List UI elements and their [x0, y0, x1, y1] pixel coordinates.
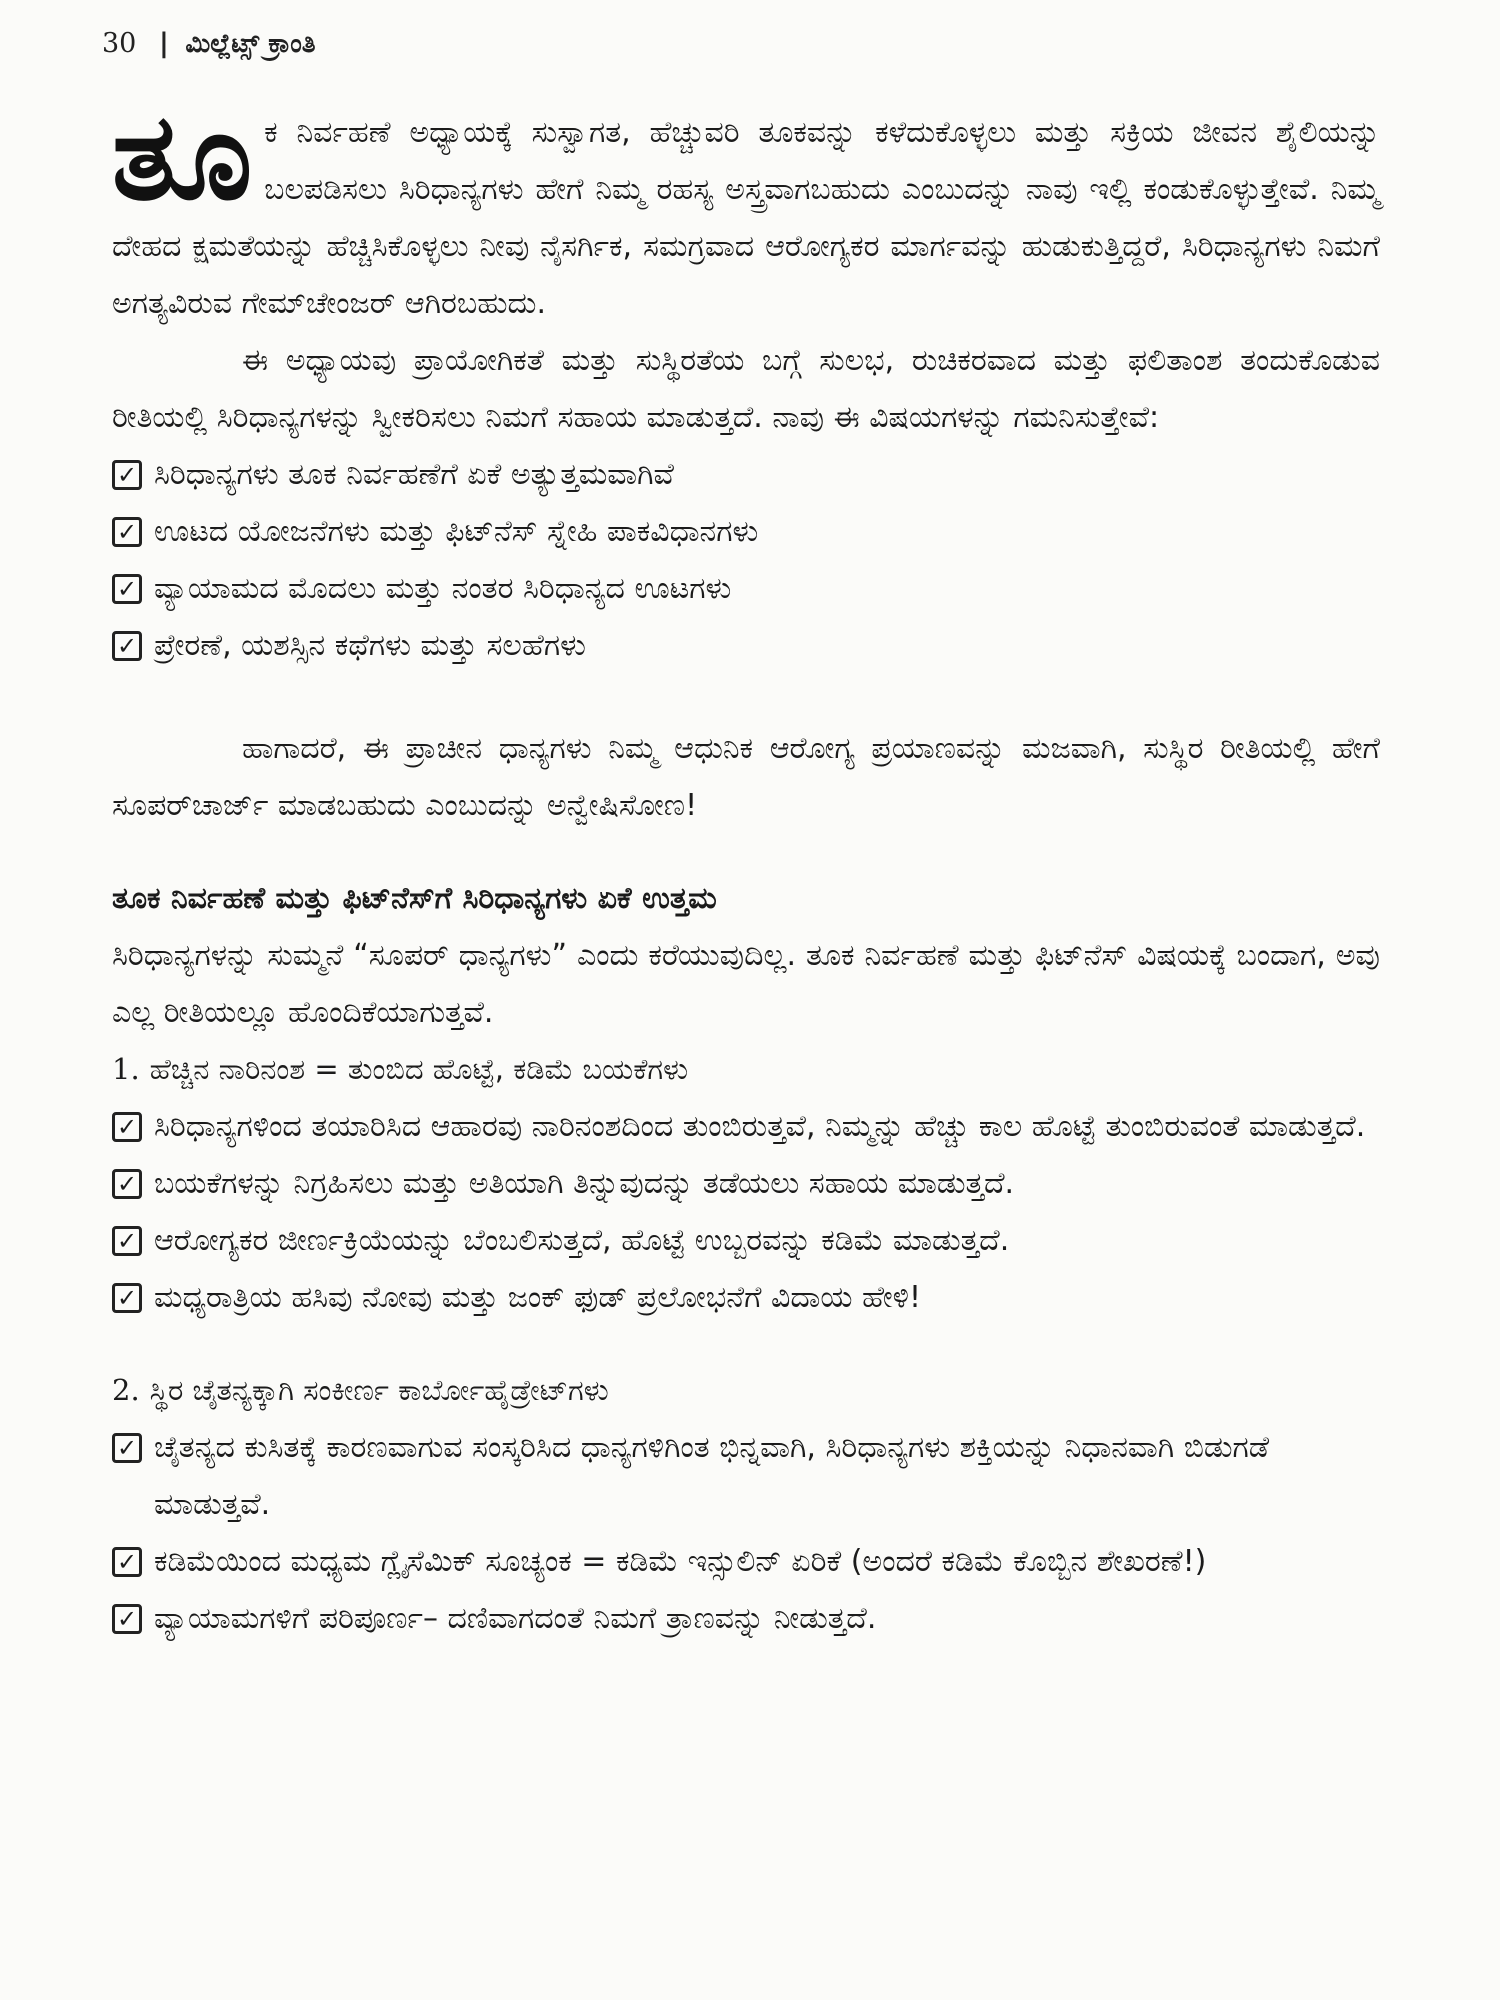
spacer — [112, 834, 1380, 870]
item-1-checklist — [112, 1098, 1380, 1326]
section-intro: ಸಿರಿಧಾನ್ಯಗಳನ್ನು ಸುಮ್ಮನೆ “ಸೂಪರ್ ಧಾನ್ಯಗಳು” ಎಂದು ಕರೆಯುವುದಿಲ್ಲ. ತೂಕ ನಿರ್ವಹಣೆ ಮತ್ತು ಫಿಟ್‌ನೆಸ್ ವಿಷಯಕ್ಕೆ ಬಂದಾಗ, ಅವು ಎಲ್ಲ ರೀತಿಯಲ್ಲೂ ಹೊಂದಿಕೆಯಾಗುತ್ತವೆ. — [112, 938, 1380, 1030]
spacer — [112, 1326, 1380, 1362]
intro-paragraph-1: ಕ ನಿರ್ವಹಣೆ ಅಧ್ಯಾಯಕ್ಕೆ ಸುಸ್ವಾಗತ, ಹೆಚ್ಚುವರಿ ತೂಕವನ್ನು ಕಳೆದುಕೊಳ್ಳಲು ಮತ್ತು ಸಕ್ರಿಯ ಜೀವನ ಶೈಲಿಯನ್ನು ಬಲಪಡಿಸಲು ಸಿರಿಧಾನ್ಯಗಳು ಹೇಗೆ ನಿಮ್ಮ ರಹಸ್ಯ ಅಸ್ತ್ರವಾಗಬಹುದು ಎಂಬುದನ್ನು ನಾವು ಇಲ್ಲಿ ಕಂಡುಕೊಳ್ಳುತ್ತೇವೆ. ನಿಮ್ಮ ದೇಹದ ಕ್ಷಮತೆಯನ್ನು ಹೆಚ್ಚಿಸಿಕೊಳ್ಳಲು ನೀವು ನೈಸರ್ಗಿಕ, ಸಮಗ್ರವಾದ ಆರೋಗ್ಯಕರ ಮಾರ್ಗವನ್ನು ಹುಡುಕುತ್ತಿದ್ದರೆ, ಸಿರಿಧಾನ್ಯಗಳು ನಿಮಗೆ ಅಗತ್ಯವಿರುವ ಗೇಮ್‌ಚೇಂಜರ್ ಆಗಿರಬಹುದು. — [112, 115, 1380, 321]
checklist-item — [112, 1533, 1380, 1590]
checklist-item — [112, 503, 1380, 560]
page-number: 30 — [102, 28, 137, 59]
page-body — [112, 88, 1380, 1647]
item-2-checklist — [112, 1419, 1380, 1647]
checkbox-checked-icon: ✓ — [112, 1433, 142, 1463]
checklist-item-text: ವ್ಯಾಯಾಮಗಳಿಗೆ ಪರಿಪೂರ್ಣ– ದಣಿವಾಗದಂತೆ ನಿಮಗೆ ತ್ರಾಣವನ್ನು ನೀಡುತ್ತದೆ. — [154, 1601, 877, 1636]
checkbox-checked-icon: ✓ — [112, 1283, 142, 1313]
checklist-item — [112, 1269, 1380, 1326]
intro-paragraph-3: ಹಾಗಾದರೆ, ಈ ಪ್ರಾಚೀನ ಧಾನ್ಯಗಳು ನಿಮ್ಮ ಆಧುನಿಕ ಆರೋಗ್ಯ ಪ್ರಯಾಣವನ್ನು ಮಜವಾಗಿ, ಸುಸ್ಥಿರ ರೀತಿಯಲ್ಲಿ ಹೇಗೆ ಸೂಪರ್‌ಚಾರ್ಜ್ ಮಾಡಬಹುದು ಎಂಬುದನ್ನು ಅನ್ವೇಷಿಸೋಣ! — [112, 731, 1380, 823]
checklist-item-text: ಪ್ರೇರಣೆ, ಯಶಸ್ಸಿನ ಕಥೆಗಳು ಮತ್ತು ಸಲಹೆಗಳು — [154, 628, 586, 663]
checkbox-checked-icon: ✓ — [112, 631, 142, 661]
intro-paragraph-2: ಈ ಅಧ್ಯಾಯವು ಪ್ರಾಯೋಗಿಕತೆ ಮತ್ತು ಸುಸ್ಥಿರತೆಯ ಬಗ್ಗೆ ಸುಲಭ, ರುಚಿಕರವಾದ ಮತ್ತು ಫಲಿತಾಂಶ ತಂದುಕೊಡುವ ರೀತಿಯಲ್ಲಿ ಸಿರಿಧಾನ್ಯಗಳನ್ನು ಸ್ವೀಕರಿಸಲು ನಿಮಗೆ ಸಹಾಯ ಮಾಡುತ್ತದೆ. ನಾವು ಈ ವಿಷಯಗಳನ್ನು ಗಮನಿಸುತ್ತೇವೆ: — [112, 343, 1380, 435]
header-separator: | — [158, 28, 169, 59]
topics-checklist — [112, 446, 1380, 674]
item-title: ಹೆಚ್ಚಿನ ನಾರಿನಂಶ = ತುಂಬಿದ ಹೊಟ್ಟೆ, ಕಡಿಮೆ ಬಯಕೆಗಳು — [149, 1052, 689, 1086]
checklist-item-text: ವ್ಯಾಯಾಮದ ಮೊದಲು ಮತ್ತು ನಂತರ ಸಿರಿಧಾನ್ಯದ ಊಟಗಳು — [154, 571, 732, 606]
spacer — [112, 674, 1380, 720]
checkbox-checked-icon: ✓ — [112, 574, 142, 604]
checkbox-checked-icon: ✓ — [112, 1112, 142, 1142]
checklist-item-text: ಬಯಕೆಗಳನ್ನು ನಿಗ್ರಹಿಸಲು ಮತ್ತು ಅತಿಯಾಗಿ ತಿನ್ನುವುದನ್ನು ತಡೆಯಲು ಸಹಾಯ ಮಾಡುತ್ತದೆ. — [154, 1166, 1015, 1201]
numbered-item-2 — [112, 1362, 1380, 1419]
checklist-item-text: ಚೈತನ್ಯದ ಕುಸಿತಕ್ಕೆ ಕಾರಣವಾಗುವ ಸಂಸ್ಕರಿಸಿದ ಧಾನ್ಯಗಳಿಗಿಂತ ಭಿನ್ನವಾಗಿ, ಸಿರಿಧಾನ್ಯಗಳು ಶಕ್ತಿಯನ್ನು ನಿಧಾನವಾಗಿ ಬಿಡುಗಡೆ ಮಾಡುತ್ತವೆ. — [154, 1430, 1270, 1522]
checklist-item — [112, 617, 1380, 674]
checklist-item-text: ಆರೋಗ್ಯಕರ ಜೀರ್ಣಕ್ರಿಯೆಯನ್ನು ಬೆಂಬಲಿಸುತ್ತದೆ, ಹೊಟ್ಟೆ ಉಬ್ಬರವನ್ನು ಕಡಿಮೆ ಮಾಡುತ್ತದೆ. — [154, 1223, 1010, 1258]
checklist-item — [112, 446, 1380, 503]
checklist-item-text: ಸಿರಿಧಾನ್ಯಗಳು ತೂಕ ನಿರ್ವಹಣೆಗೆ ಏಕೆ ಅತ್ಯುತ್ತಮವಾಗಿವೆ — [154, 457, 674, 492]
drop-cap: ತೂ — [112, 88, 253, 227]
checklist-item — [112, 560, 1380, 617]
checkbox-checked-icon: ✓ — [112, 1547, 142, 1577]
checklist-item-text: ಮಧ್ಯರಾತ್ರಿಯ ಹಸಿವು ನೋವು ಮತ್ತು ಜಂಕ್ ಫುಡ್ ಪ್ರಲೋಭನೆಗೆ ವಿದಾಯ ಹೇಳಿ! — [154, 1280, 922, 1315]
checklist-item — [112, 1419, 1380, 1533]
page-header — [102, 24, 316, 64]
checklist-item — [112, 1098, 1380, 1155]
checklist-item — [112, 1212, 1380, 1269]
checkbox-checked-icon: ✓ — [112, 1604, 142, 1634]
item-number: 1. — [112, 1052, 140, 1086]
item-title: ಸ್ಥಿರ ಚೈತನ್ಯಕ್ಕಾಗಿ ಸಂಕೀರ್ಣ ಕಾರ್ಬೋಹೈಡ್ರೇಟ್‌ಗಳು — [149, 1373, 609, 1407]
intro-paragraph-block — [112, 88, 1380, 332]
checklist-item-text: ಸಿರಿಧಾನ್ಯಗಳಿಂದ ತಯಾರಿಸಿದ ಆಹಾರವು ನಾರಿನಂಶದಿಂದ ತುಂಬಿರುತ್ತವೆ, ನಿಮ್ಮನ್ನು ಹೆಚ್ಚು ಕಾಲ ಹೊಟ್ಟೆ ತುಂಬಿರುವಂತೆ ಮಾಡುತ್ತದೆ. — [154, 1109, 1366, 1144]
item-number: 2. — [112, 1373, 140, 1407]
checklist-item — [112, 1590, 1380, 1647]
numbered-item-1 — [112, 1041, 1380, 1098]
checkbox-checked-icon: ✓ — [112, 460, 142, 490]
checkbox-checked-icon: ✓ — [112, 517, 142, 547]
checkbox-checked-icon: ✓ — [112, 1226, 142, 1256]
section-heading: ತೂಕ ನಿರ್ವಹಣೆ ಮತ್ತು ಫಿಟ್‌ನೆಸ್‌ಗೆ ಸಿರಿಧಾನ್ಯಗಳು ಏಕೆ ಉತ್ತಮ — [112, 881, 717, 916]
checklist-item-text: ಊಟದ ಯೋಜನೆಗಳು ಮತ್ತು ಫಿಟ್‌ನೆಸ್ ಸ್ನೇಹಿ ಪಾಕವಿಧಾನಗಳು — [154, 514, 759, 549]
checklist-item-text: ಕಡಿಮೆಯಿಂದ ಮಧ್ಯಮ ಗ್ಲೈಸೆಮಿಕ್ ಸೂಚ್ಯಂಕ = ಕಡಿಮೆ ಇನ್ಸುಲಿನ್ ಏರಿಕೆ (ಅಂದರೆ ಕಡಿಮೆ ಕೊಬ್ಬಿನ ಶೇಖರಣೆ!) — [154, 1544, 1207, 1579]
checklist-item — [112, 1155, 1380, 1212]
checkbox-checked-icon: ✓ — [112, 1169, 142, 1199]
running-title: ಮಿಲ್ಲೆಟ್ಸ್ ಕ್ರಾಂತಿ — [185, 29, 316, 59]
